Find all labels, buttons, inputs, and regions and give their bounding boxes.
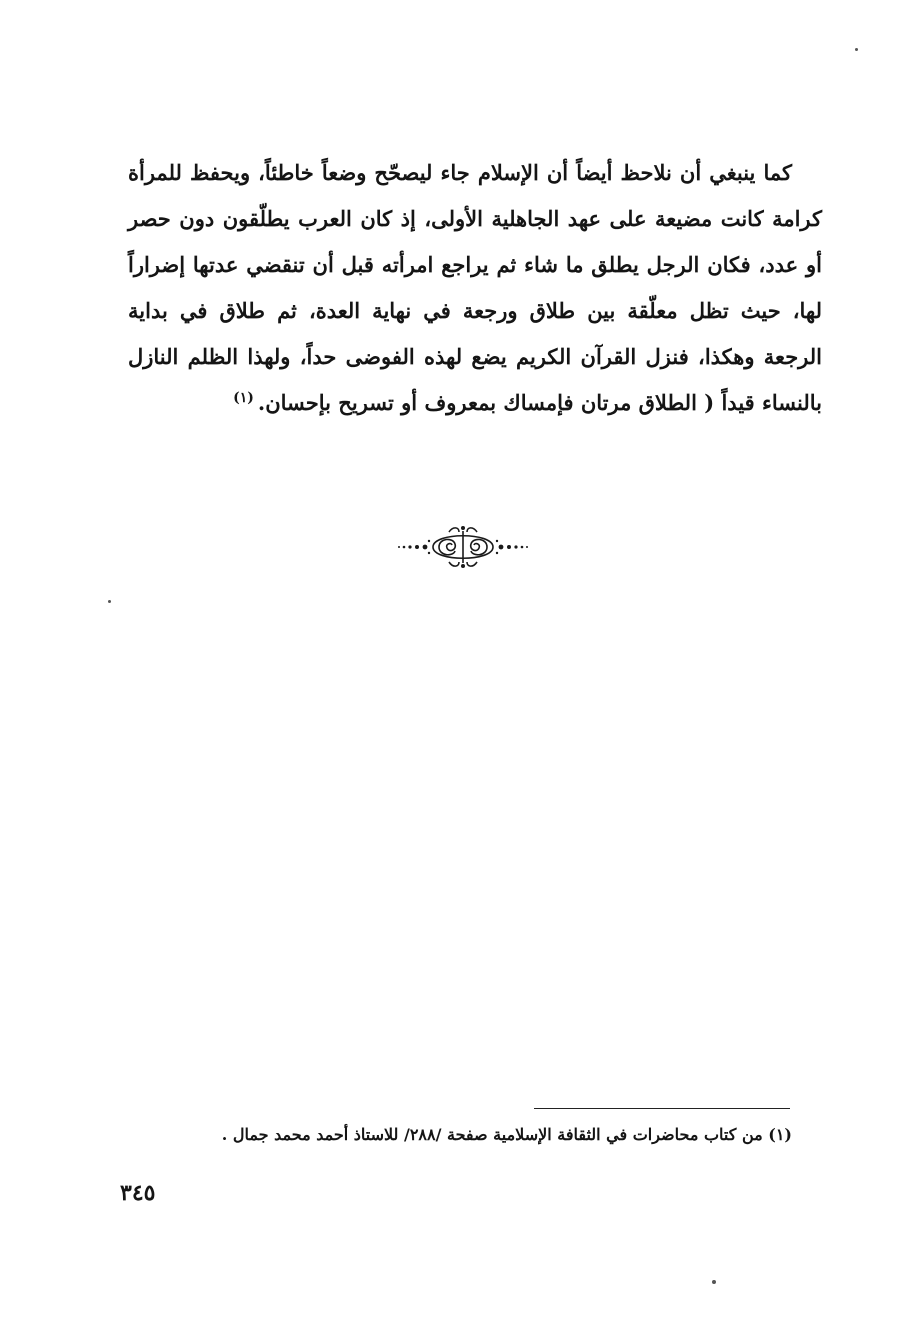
scan-speck [855,48,858,51]
floral-ornament-icon [395,524,531,570]
main-paragraph [128,150,822,426]
page-number: ٣٤٥ [120,1180,156,1206]
footnote-divider [534,1108,790,1109]
footnote: (١) من كتاب محاضرات في الثقافة الإسلامية صفحة /٢٨٨/ للاستاذ أحمد محمد جمال . [221,1125,792,1144]
scan-speck [108,600,111,603]
paragraph-text: كما ينبغي أن نلاحظ أيضاً أن الإسلام جاء ليصحّح وضعاً خاطئاً، ويحفظ للمرأة كرامة كانت مضيعة على عهد الجاهلية الأولى، إذ كان العرب يطلّقون دون حصر أو عدد، فكان الرجل يطلق ما شاء ثم يراجع امرأته قبل أن تنقضي عدتها إضراراً لها، حيث تظل معلّقة بين طلاق ورجعة في نهاية العدة، ثم طلاق في بداية الرجعة وهكذا، فنزل القرآن الكريم يضع لهذه الفوضى حداً، ولهذا الظلم النازل بالنساء قيداً ( الطلاق مرتان فإمساك بمعروف أو تسريح بإحسان. [128,160,822,415]
footnote-reference: (١) [233,390,254,406]
scan-speck [712,1280,716,1284]
